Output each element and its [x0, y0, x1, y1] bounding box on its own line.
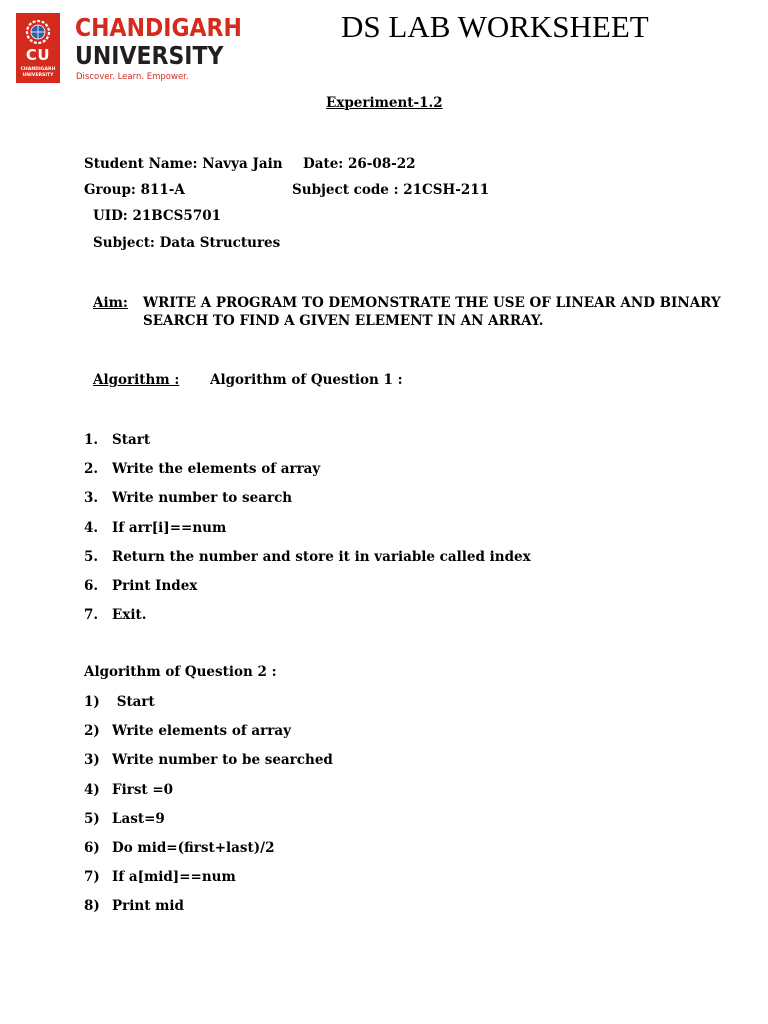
step-number: 7.	[84, 607, 99, 624]
step-text: Write the elements of array	[112, 461, 321, 478]
q2-steps-list	[84, 694, 333, 928]
step-number: 2)	[84, 723, 100, 740]
algorithm-step	[84, 811, 333, 840]
step-text: First =0	[112, 781, 174, 798]
step-text: If a[mid]==num	[112, 869, 236, 886]
step-number: 8)	[84, 898, 100, 915]
logo-mark-sub-line2: UNIVERSITY	[22, 72, 54, 78]
algorithm-step	[84, 782, 333, 811]
university-logo	[16, 13, 242, 85]
step-number: 5.	[84, 548, 99, 565]
subject: Subject: Data Structures	[93, 235, 281, 251]
algorithm-step	[84, 549, 531, 578]
algorithm-step	[84, 840, 333, 869]
subject-code: Subject code : 21CSH-211	[292, 182, 490, 198]
step-number: 7)	[84, 869, 100, 886]
algorithm-step	[84, 607, 531, 636]
logo-mark-subtext	[16, 67, 60, 78]
step-text: Last=9	[112, 810, 165, 827]
algorithm-step	[84, 432, 531, 461]
step-number: 6.	[84, 577, 99, 594]
algorithm-step	[84, 520, 531, 549]
uid: UID: 21BCS5701	[93, 208, 221, 224]
q1-steps-list	[84, 432, 531, 636]
step-number: 2.	[84, 461, 99, 478]
globe-gear-icon	[21, 17, 55, 47]
logo-tagline: Discover. Learn. Empower.	[76, 72, 189, 82]
algorithm-step	[84, 723, 333, 752]
step-number: 3)	[84, 752, 100, 769]
logo-mark-sub-line1: CHANDIGARH	[20, 67, 56, 72]
algorithm-step	[84, 752, 333, 781]
logo-emblem	[16, 13, 60, 83]
algorithm-step	[84, 578, 531, 607]
step-text: Start	[112, 432, 151, 448]
student-name: Student Name: Navya Jain	[84, 156, 283, 172]
aim-label: Aim:	[93, 295, 128, 311]
step-number: 1)	[84, 694, 100, 710]
step-text: Write number to search	[112, 490, 293, 507]
step-number: 4)	[84, 781, 100, 798]
step-text: Start	[112, 694, 155, 710]
experiment-heading: Experiment-1.2	[326, 95, 443, 111]
step-text: Print Index	[112, 577, 198, 594]
step-number: 5)	[84, 810, 100, 827]
q2-title: Algorithm of Question 2 :	[84, 664, 277, 680]
logo-abbr: CU	[25, 46, 51, 64]
step-number: 3.	[84, 490, 99, 507]
step-text: Return the number and store it in variable called index	[112, 548, 531, 565]
logo-wordmark-line1: CHANDIGARH	[75, 13, 242, 42]
step-text: Write elements of array	[112, 723, 291, 740]
step-text: Write number to be searched	[112, 752, 333, 769]
q1-title: Algorithm of Question 1 :	[210, 372, 403, 388]
step-number: 1.	[84, 432, 99, 448]
algorithm-step	[84, 898, 333, 927]
algorithm-step	[84, 461, 531, 490]
aim-text-line2: SEARCH TO FIND A GIVEN ELEMENT IN AN ARRAY.	[143, 313, 544, 329]
logo-wordmark-line2: UNIVERSITY	[75, 41, 224, 70]
step-text: Do mid=(first+last)/2	[112, 839, 275, 856]
algorithm-step	[84, 490, 531, 519]
step-text: Exit.	[112, 607, 147, 624]
document-title: DS LAB WORKSHEET	[341, 9, 649, 44]
aim-text-line1: WRITE A PROGRAM TO DEMONSTRATE THE USE OF LINEAR AND BINARY	[143, 295, 721, 311]
date: Date: 26-08-22	[303, 156, 416, 172]
step-text: Print mid	[112, 898, 184, 915]
step-text: If arr[i]==num	[112, 519, 227, 536]
step-number: 4.	[84, 519, 99, 536]
step-number: 6)	[84, 839, 100, 856]
algorithm-step	[84, 694, 333, 723]
algorithm-label: Algorithm :	[93, 372, 180, 388]
algorithm-step	[84, 869, 333, 898]
group: Group: 811-A	[84, 182, 185, 198]
